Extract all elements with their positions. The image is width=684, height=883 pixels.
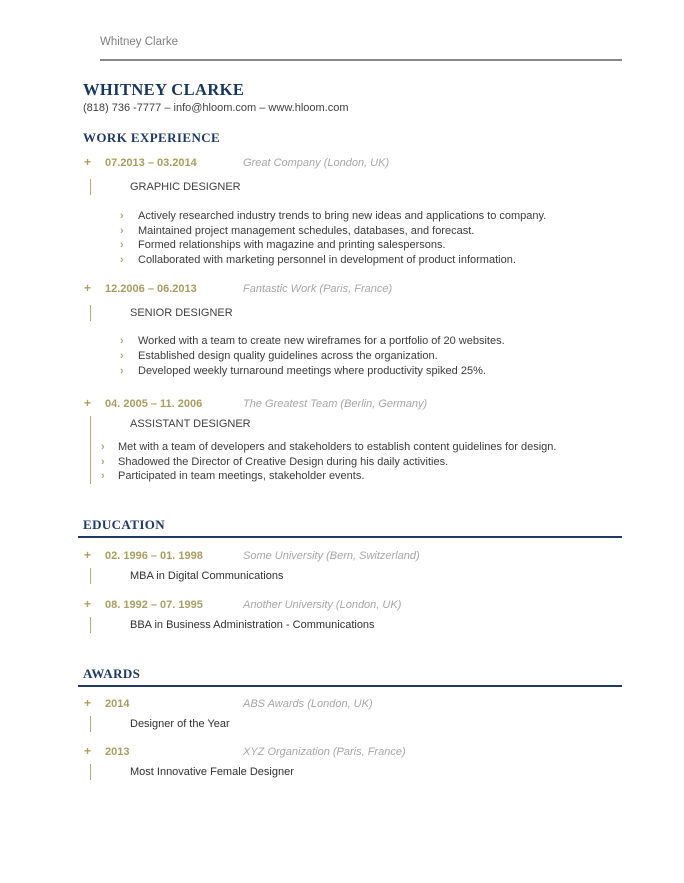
entry-header [83, 396, 622, 410]
work-entry [83, 396, 622, 484]
bullet-list [83, 209, 622, 267]
entry-award-title: Most Innovative Female Designer [90, 764, 622, 780]
bullet-text: Developed weekly turnaround meetings where productivity spiked 25%. [138, 364, 486, 377]
bullet-text: Collaborated with marketing personnel in development of product information. [138, 253, 516, 266]
bullet-text: Shadowed the Director of Creative Design during his daily activities. [118, 455, 449, 468]
bullet-text: Participated in team meetings, stakeholder events. [118, 470, 365, 483]
chevron-bullet-icon: › [101, 455, 105, 468]
entry-dates: 07.2013 – 03.2014 [105, 157, 197, 169]
entry-body [90, 416, 622, 484]
section-title-awards: AWARDS [78, 666, 622, 687]
entry-degree: MBA in Digital Communications [90, 568, 622, 584]
bullet-text: Actively researched industry trends to bring new ideas and applications to company. [138, 210, 547, 222]
bullet-item [83, 238, 622, 253]
bullet-item [83, 364, 622, 379]
running-header [100, 36, 622, 61]
chevron-bullet-icon: › [120, 239, 124, 252]
plus-icon: + [84, 596, 92, 611]
plus-icon: + [84, 695, 92, 710]
bullet-item [91, 440, 622, 455]
entry-dates: 08. 1992 – 07. 1995 [105, 598, 203, 611]
plus-icon: + [84, 155, 92, 169]
work-entry [83, 155, 622, 267]
bullet-item [83, 209, 622, 224]
bullet-text: Maintained project management schedules, databases, and forecast. [138, 224, 475, 237]
entry-degree: BBA in Business Administration - Communications [90, 617, 622, 633]
entry-header [83, 744, 622, 758]
education-entry [83, 597, 622, 633]
bullet-list [91, 440, 622, 484]
chevron-bullet-icon: › [120, 210, 124, 222]
section-title-work-experience: WORK EXPERIENCE [83, 130, 221, 145]
entry-header [83, 281, 622, 295]
chevron-bullet-icon: › [101, 441, 105, 454]
plus-icon: + [84, 396, 92, 411]
entry-role: ASSISTANT DESIGNER [130, 418, 251, 431]
entry-company: Fantastic Work (Paris, France) [243, 283, 393, 296]
chevron-bullet-icon: › [120, 253, 124, 266]
bullet-item [83, 334, 622, 349]
entry-school: Another University (London, UK) [243, 598, 402, 611]
bullet-text: Established design quality guidelines across the organization. [138, 349, 438, 362]
award-entry [83, 744, 622, 780]
entry-dates: 2013 [105, 745, 130, 758]
work-entry [83, 281, 622, 378]
entry-header [83, 597, 622, 611]
running-header-name: Whitney Clarke [100, 36, 178, 48]
bullet-item [91, 469, 622, 484]
entry-header [83, 696, 622, 710]
education-entry [83, 548, 622, 584]
entry-organization: XYZ Organization (Paris, France) [243, 745, 406, 758]
bullet-text: Formed relationships with magazine and printing salespersons. [138, 239, 446, 252]
chevron-bullet-icon: › [120, 364, 124, 377]
chevron-bullet-icon: › [120, 349, 124, 362]
plus-icon: + [84, 743, 92, 758]
header-divider [100, 59, 622, 61]
entry-company: The Greatest Team (Berlin, Germany) [243, 398, 428, 411]
chevron-bullet-icon: › [120, 224, 124, 237]
bullet-text: Met with a team of developers and stakeholders to establish content guidelines for design. [118, 441, 557, 454]
entry-dates: 04. 2005 – 11. 2006 [105, 398, 203, 411]
chevron-bullet-icon: › [101, 470, 105, 483]
entry-role: SENIOR DESIGNER [90, 305, 622, 321]
entry-dates: 2014 [105, 697, 130, 710]
person-name: WHITNEY CLARKE [83, 80, 245, 99]
entry-company: Great Company (London, UK) [243, 157, 390, 169]
bullet-text: Worked with a team to create new wireframes for a portfolio of 20 websites. [138, 335, 505, 348]
award-entry [83, 696, 622, 732]
bullet-item [83, 224, 622, 239]
entry-dates: 12.2006 – 06.2013 [105, 283, 197, 296]
bullet-item [83, 349, 622, 364]
bullet-item [91, 455, 622, 470]
entry-dates: 02. 1996 – 01. 1998 [105, 549, 203, 562]
entry-award-title: Designer of the Year [90, 716, 622, 732]
chevron-bullet-icon: › [120, 335, 124, 348]
entry-header [83, 548, 622, 562]
entry-header [83, 155, 622, 169]
bullet-list [83, 334, 622, 378]
section-title-education: EDUCATION [78, 517, 622, 538]
entry-role: GRAPHIC DESIGNER [90, 179, 622, 195]
plus-icon: + [84, 281, 92, 296]
resume-body [83, 80, 622, 780]
bullet-item [83, 253, 622, 268]
entry-organization: ABS Awards (London, UK) [243, 697, 373, 710]
plus-icon: + [84, 547, 92, 562]
contact-line: (818) 736 -7777 – info@hloom.com – www.hloom.com [83, 102, 349, 114]
entry-school: Some University (Bern, Switzerland) [243, 549, 420, 562]
